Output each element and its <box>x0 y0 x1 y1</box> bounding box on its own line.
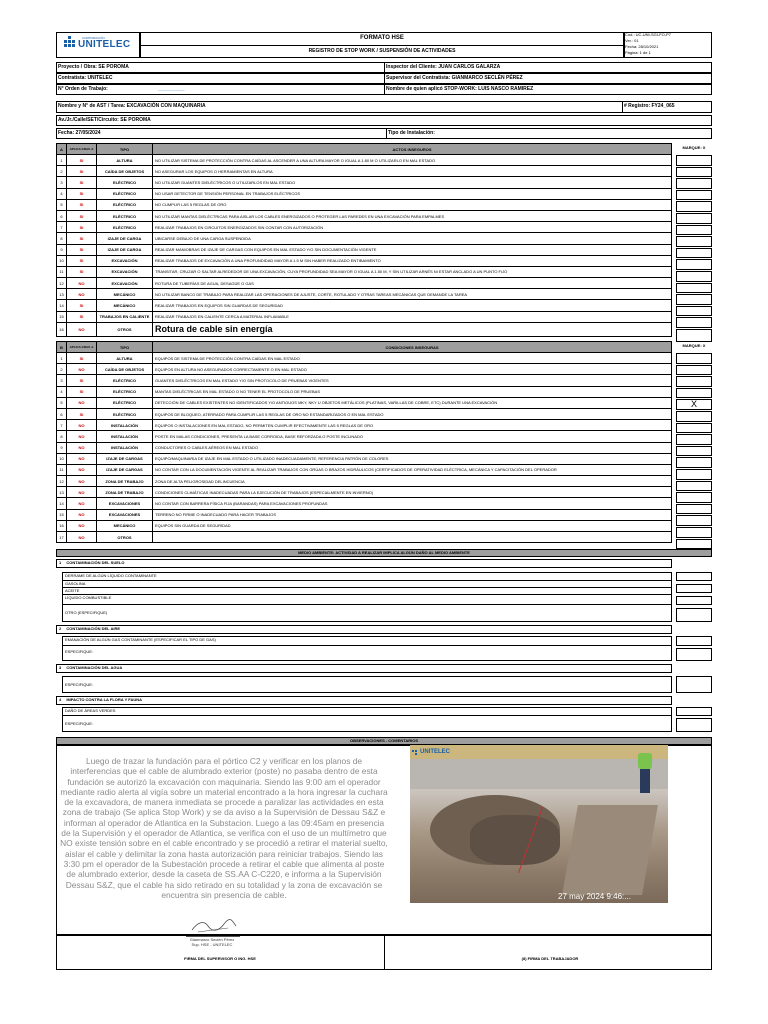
act-tipo: ELÉCTRICO <box>97 177 153 188</box>
act-description: NO CUMPLIR LAS 5 REGLAS DE ORO <box>153 199 672 210</box>
act-description: ROTURA DE TUBERÍAS DE AGUA, DESAGÜE O GAS <box>153 278 672 289</box>
task-name: Nombre y N° de AST / Tarea: EXCAVACIÓN CON MAQUINARIA <box>58 103 206 109</box>
act-mark-box[interactable] <box>676 201 712 212</box>
cond-row <box>57 408 672 419</box>
cond-aplica: SI <box>67 375 97 386</box>
cond-aplica: SI <box>67 353 97 364</box>
cond-col-aplica: APLICA GRAV. A <box>67 342 97 353</box>
act-description: NO ASEGURAR LOS EQUIPOS O HERRAMIENTAS EN ALTURA <box>153 166 672 177</box>
cond-row <box>57 397 672 408</box>
cond-col-tipo: TIPO <box>97 342 153 353</box>
company-logo <box>64 36 138 54</box>
cond-row <box>57 431 672 442</box>
doc-date: Fecha: 28/10/2021 <box>625 44 659 49</box>
cond-number: 17 <box>57 532 67 543</box>
act-description: REALIZAR MANIOBRAS DE IZAJE DE CARGAS CON EQUIPOS EN MAL ESTADO Y/O SIN DOCUMENTACIÓN VIGENTE <box>153 244 672 255</box>
cond-number: 4 <box>57 386 67 397</box>
unsafe-conditions-table <box>56 341 672 543</box>
cond-mark-box[interactable]: X <box>676 399 712 410</box>
cond-description: GUANTES DIELÉCTRICOS EN MAL ESTADO Y/O SIN PROTOCOLO DE PRUEBAS VIGENTES <box>153 375 672 386</box>
unsafe-acts-table <box>56 143 672 337</box>
env-flora-mark-2[interactable] <box>676 718 712 732</box>
cond-mark-box[interactable] <box>676 504 712 515</box>
cond-mark-header: MARQUE: X <box>682 343 706 348</box>
cond-aplica: NO <box>67 431 97 442</box>
cond-tipo: ELÉCTRICO <box>97 397 153 408</box>
cond-aplica: NO <box>67 520 97 531</box>
cond-tipo: ELÉCTRICO <box>97 375 153 386</box>
act-mark-box[interactable] <box>676 306 712 317</box>
act-tipo: OTROS <box>97 322 153 336</box>
act-number: 1 <box>57 155 67 166</box>
site-photo <box>410 745 668 903</box>
cond-number: 13 <box>57 487 67 498</box>
act-number: 7 <box>57 222 67 233</box>
cond-description: POSTE EN MALAS CONDICIONES, PRESENTA LA BASE CORROIDA, BASE REFORZADA O POSTE INCLINADO <box>153 431 672 442</box>
cond-mark-box[interactable] <box>676 446 712 457</box>
env-water-num: 3 <box>59 665 62 670</box>
report-date: Fecha: 27/05/2024 <box>58 130 101 136</box>
supervisor-signature <box>188 916 238 936</box>
env-flora-num: 4 <box>59 697 62 702</box>
cond-description: CONDUCTORES O CABLES AÉREOS EN MAL ESTADO <box>153 442 672 453</box>
env-flora-mark-1[interactable] <box>676 707 712 716</box>
cond-row <box>57 532 672 543</box>
cond-number: 16 <box>57 520 67 531</box>
cond-row <box>57 353 672 364</box>
env-soil-mark-1[interactable] <box>676 572 712 581</box>
env-air-mark-1[interactable] <box>676 636 712 646</box>
cond-aplica: NO <box>67 476 97 487</box>
act-mark-box[interactable] <box>676 236 712 247</box>
cond-description: EQUIPO/MAQUINARIA DE IZAJE EN MAL ESTADO O UTILIZADO INADECUADAMENTE, REFERENCIA PATRÓN DE COLORES <box>153 453 672 464</box>
cond-number: 8 <box>57 431 67 442</box>
act-number: 5 <box>57 199 67 210</box>
cond-description: EQUIPOS SIN GUARDA DE SEGURIDAD <box>153 520 672 531</box>
photo-timestamp: 27 may 2024 9:46:... <box>558 892 631 901</box>
act-tipo: TRABAJOS EN CALIENTE <box>97 311 153 322</box>
cond-mark-box[interactable] <box>676 353 712 364</box>
act-description: REALIZAR TRABAJOS DE EXCAVACIÓN A UNA PROFUNDIDAD MAYOR A 1.5 M SIN HABER REALIZADO ENTIBAMIENTO <box>153 255 672 266</box>
act-row <box>57 278 672 289</box>
act-mark-box[interactable] <box>676 317 712 328</box>
cond-aplica: SI <box>67 386 97 397</box>
act-mark-box[interactable] <box>676 271 712 282</box>
env-soil-mark-3[interactable] <box>676 596 712 605</box>
cond-aplica: NO <box>67 420 97 431</box>
act-number: 15 <box>57 311 67 322</box>
cond-row <box>57 509 672 520</box>
cond-row <box>57 487 672 498</box>
cond-row <box>57 464 672 475</box>
photo-logo <box>412 747 454 757</box>
act-row <box>57 266 672 277</box>
act-row <box>57 222 672 233</box>
env-soil-item-4: LÍQUIDO COMBUSTIBLE <box>62 594 672 605</box>
cond-tipo: EXCAVACIONES <box>97 509 153 520</box>
cond-row <box>57 364 672 375</box>
act-row <box>57 155 672 166</box>
act-number: 16 <box>57 322 67 336</box>
doc-code: Cod.: UC-UNI-SGI-FO-P7 <box>625 32 672 37</box>
env-water-title-row <box>56 664 672 673</box>
act-number: 11 <box>57 266 67 277</box>
act-tipo: MECÁNICO <box>97 289 153 300</box>
act-number: 13 <box>57 289 67 300</box>
act-mark-box[interactable] <box>676 190 712 201</box>
cond-description: MANTAS DIELÉCTRICAS EN MAL ESTADO O NO TENER EL PROTOCOLO DE PRUEBAS <box>153 386 672 397</box>
cond-mark-box[interactable] <box>676 411 712 422</box>
client-inspector: Inspector del Cliente: JUAN CARLOS GALARZA <box>386 64 501 70</box>
cond-tipo: ALTURA <box>97 353 153 364</box>
env-soil-num: 1 <box>59 560 62 565</box>
cond-col-letter: B <box>57 342 67 353</box>
cond-tipo: IZAJE DE CARGAS <box>97 464 153 475</box>
act-aplica: NO <box>67 278 97 289</box>
cond-row <box>57 386 672 397</box>
act-mark-box[interactable] <box>676 259 712 270</box>
cond-row <box>57 498 672 509</box>
cond-description: NO CONTAR CON BARRERA FÍSICA FIJA (BARANDAS) PARA EXCAVACIONES PROFUNDAS <box>153 498 672 509</box>
act-row <box>57 166 672 177</box>
act-number: 2 <box>57 166 67 177</box>
act-tipo: ELÉCTRICO <box>97 199 153 210</box>
act-description: NO UTILIZAR MANTAS DIELÉCTRICAS PARA AISLAR LOS CABLES ENERGIZADOS O PROTEGER LAS PAREDES EN UNA EXCAVACIÓN PARA EMPALMES <box>153 210 672 221</box>
form-title: REGISTRO DE STOP WORK / SUSPENSIÓN DE ACTIVIDADES <box>308 48 456 54</box>
company-name: UNITELEC <box>78 39 131 50</box>
act-row <box>57 210 672 221</box>
cond-aplica: NO <box>67 453 97 464</box>
cond-aplica: NO <box>67 464 97 475</box>
cond-number: 1 <box>57 353 67 364</box>
registro-number: # Registro: FY24_065 <box>624 103 675 109</box>
act-description: NO UTILIZAR SISTEMA DE PROTECCIÓN CONTRA CAÍDAS AL ASCENDER A UNA ALTURA MAYOR O IGUAL A 1.80 M O UTILIZARLO EN MAL ESTADO <box>153 155 672 166</box>
cond-row <box>57 453 672 464</box>
act-description: NO USAR DETECTOR DE TENSIÓN PERSONAL EN TRABAJOS ELÉCTRICOS <box>153 188 672 199</box>
supervisor-sign-label: FIRMA DEL SUPERVISOR O ING. HSE <box>184 956 256 961</box>
cond-row <box>57 520 672 531</box>
doc-version: Ver.: 01 <box>625 38 639 43</box>
cond-tipo: OTROS <box>97 532 153 543</box>
env-air-num: 2 <box>59 626 62 631</box>
supervisor-role: Sup. HSE - UNITELEC <box>191 942 233 947</box>
location: Av./Jr./Calle/SET/Circuito: SE POROMA <box>58 117 151 123</box>
cond-tipo: EXCAVACIONES <box>97 498 153 509</box>
env-air-title-row <box>56 625 672 634</box>
act-description: Rotura de cable sin energía <box>153 322 672 336</box>
env-air-title: CONTAMINACIÓN DEL AIRE <box>66 626 121 631</box>
env-flora-item-2: ESPECIFIQUE: <box>62 715 672 732</box>
cond-aplica: SI <box>67 408 97 419</box>
cond-aplica: NO <box>67 442 97 453</box>
env-soil-title: CONTAMINACIÓN DEL SUELO <box>66 560 125 565</box>
cond-tipo: ZONA DE TRABAJO <box>97 487 153 498</box>
act-tipo: ELÉCTRICO <box>97 210 153 221</box>
act-aplica: SI <box>67 166 97 177</box>
act-aplica: SI <box>67 222 97 233</box>
env-water-item-1: ESPECIFIQUE: <box>62 676 672 693</box>
cond-col-desc: CONDICIONES INSEGURAS <box>153 342 672 353</box>
act-row <box>57 188 672 199</box>
act-aplica: SI <box>67 311 97 322</box>
act-tipo: ALTURA <box>97 155 153 166</box>
cond-description: EQUIPOS DE SISTEMA DE PROTECCIÓN CONTRA CAÍDAS EN MAL ESTADO <box>153 353 672 364</box>
acts-col-desc: ACTOS INSEGUROS <box>153 144 672 155</box>
worker-sign-label: (8) FIRMA DEL TRABAJADOR <box>521 956 579 961</box>
project: Proyecto / Obra: SE POROMA <box>58 64 129 70</box>
act-tipo: IZAJE DE CARGA <box>97 244 153 255</box>
cond-mark-box[interactable] <box>676 481 712 492</box>
act-tipo: CAÍDA DE OBJETOS <box>97 166 153 177</box>
cond-tipo: MECÁNICO <box>97 520 153 531</box>
location-row <box>56 115 712 126</box>
cond-tipo: INSTALACIÓN <box>97 420 153 431</box>
contractor: Contratista: UNITELEC <box>58 75 113 81</box>
cond-mark-box[interactable] <box>676 457 712 468</box>
act-tipo: EXCAVACIÓN <box>97 278 153 289</box>
cond-number: 9 <box>57 442 67 453</box>
env-air-mark-2[interactable] <box>676 648 712 661</box>
cond-mark-box[interactable] <box>676 492 712 503</box>
act-tipo: ELÉCTRICO <box>97 188 153 199</box>
cond-number: 10 <box>57 453 67 464</box>
env-soil-item-2: GASOLINA <box>62 580 672 588</box>
act-aplica: SI <box>67 300 97 311</box>
act-row <box>57 322 672 336</box>
cond-mark-box[interactable] <box>676 388 712 399</box>
act-tipo: EXCAVACIÓN <box>97 255 153 266</box>
cond-aplica: NO <box>67 397 97 408</box>
act-aplica: SI <box>67 188 97 199</box>
cond-aplica: NO <box>67 487 97 498</box>
cond-row <box>57 375 672 386</box>
cond-number: 7 <box>57 420 67 431</box>
act-aplica: SI <box>67 210 97 221</box>
acts-mark-header: MARQUE: X <box>682 145 706 150</box>
act-tipo: EXCAVACIÓN <box>97 266 153 277</box>
act-description: NO UTILIZAR GUANTES DIELÉCTRICOS O UTILIZARLOS EN MAL ESTADO <box>153 177 672 188</box>
act-mark-box[interactable] <box>676 329 712 342</box>
info-row-2 <box>56 73 712 84</box>
photo-logo-company: UNITELEC <box>420 749 450 755</box>
cond-mark-box[interactable] <box>676 539 712 550</box>
cond-number: 12 <box>57 476 67 487</box>
cond-description: ZONA DE ALTA PELIGROSIDAD DELINCUENCIA <box>153 476 672 487</box>
env-air-item-1: EMANACIÓN DE ALGÚN GAS CONTAMINANTE (ESPECIFICAR EL TIPO DE GAS) <box>62 636 672 646</box>
environment-title: MEDIO AMBIENTE: ACTIVIDAD A REALIZAR IMPLICA ALGÚN DAÑO AL MEDIO AMBIENTE <box>56 549 712 557</box>
cond-description: EQUIPOS O INSTALACIONES EN MAL ESTADO, NO PERMITEN CUMPLIR EFECTIVAMENTE LAS 5 REGLAS DE ORO <box>153 420 672 431</box>
cond-description: DETECCIÓN DE CABLES EXISTENTES NO IDENTIFICADOS Y/O ANTIGUOS MKY, NKY U OBJETOS METÁLICOS (PLATINAS, VARILLAS DE COBRE, ETC) DURANTE UNA EXCAVACIÓN <box>153 397 672 408</box>
act-mark-box[interactable] <box>676 283 712 294</box>
act-tipo: MECÁNICO <box>97 300 153 311</box>
cond-mark-box[interactable] <box>676 469 712 480</box>
act-aplica: SI <box>67 244 97 255</box>
work-order-value: -------------------- <box>158 87 185 92</box>
act-mark-box[interactable] <box>676 213 712 224</box>
acts-col-letter: A <box>57 144 67 155</box>
cond-description: EQUIPOS EN ALTURA NO ASEGURADOS CORRECTAMENTE O EN MAL ESTADO <box>153 364 672 375</box>
act-mark-box[interactable] <box>676 294 712 305</box>
act-aplica: SI <box>67 199 97 210</box>
contractor-supervisor: Supervisor del Contratista: GIANMARCO SECLÉN PÉREZ <box>386 75 523 81</box>
act-number: 12 <box>57 278 67 289</box>
cond-mark-box[interactable] <box>676 423 712 434</box>
observations-text: Luego de trazar la fundación para el pórtico C2 y verificar en los planos de interferencias que el cable de alumbrado exterior (poste) no pasaba dentro de esta fundación se autorizó la excavación con maquinaria. Siendo las 9:00 am el operador mediante radio alerta al vigía sobre un material encontrado a la hora ingresar la cuchara de la excavadora, de manera inmediata se procede a paralizar las actividades en esta zona de trabajo (Se aplica Stop Work) y se da aviso a la Supervisión de Dessau S&Z e informan al operador de Atlantica en la Substacion. Luego a las 09:45am en presencia de la Supervisión y el operador de Atlantica, se verifica con el uso de un multímetro que NO existe tensión sobre en el cable encontrado y se procedió a retirar el material suelto, aislar el cable y delimitar la zona hasta autorización para reiniciar trabajos. Siendo las 3:30 pm el operador de la Subestación procede a retirar el cable que alimenta al poste de alumbrado exterior, desde la caseta de SS.AA C-C220, e informa a la Supervisión Dessau S&Z, que el cable ha sido retirado en su totalidad y la zona de excavación se encuentra sin presencia de cable. <box>60 756 388 900</box>
act-number: 6 <box>57 210 67 221</box>
act-number: 10 <box>57 255 67 266</box>
date-row <box>56 128 712 139</box>
env-air-item-2: ESPECIFIQUE: <box>62 645 672 661</box>
env-soil-mark-4[interactable] <box>676 608 712 622</box>
cond-number: 2 <box>57 364 67 375</box>
act-number: 3 <box>57 177 67 188</box>
act-row <box>57 233 672 244</box>
act-row <box>57 311 672 322</box>
cond-description <box>153 532 672 543</box>
cond-number: 6 <box>57 408 67 419</box>
act-mark-box[interactable] <box>676 248 712 259</box>
act-number: 4 <box>57 188 67 199</box>
env-soil-item-3: ACEITE <box>62 587 672 595</box>
cond-tipo: CAÍDA DE OBJETOS <box>97 364 153 375</box>
work-order-label: N° Orden de Trabajo: <box>58 86 108 92</box>
act-tipo: IZAJE DE CARGA <box>97 233 153 244</box>
cond-row <box>57 476 672 487</box>
cond-mark-box[interactable] <box>676 376 712 387</box>
stop-work-applicant: Nombre de quien aplicó STOP-WORK: LUIS NASCO RAMIREZ <box>386 86 534 92</box>
act-mark-box[interactable] <box>676 167 712 178</box>
act-aplica: SI <box>67 233 97 244</box>
cond-aplica: NO <box>67 509 97 520</box>
cond-number: 11 <box>57 464 67 475</box>
cond-tipo: ZONA DE TRABAJO <box>97 476 153 487</box>
act-aplica: SI <box>67 255 97 266</box>
act-row <box>57 300 672 311</box>
env-soil-mark-2[interactable] <box>676 584 712 593</box>
acts-col-aplica: APLICA GRAV. A <box>67 144 97 155</box>
act-aplica: NO <box>67 289 97 300</box>
env-soil-item-5: OTRO (ESPECIFIQUE) <box>62 604 672 622</box>
observations-title: OBSERVACIONES - COMENTARIOS <box>56 737 712 745</box>
act-row <box>57 177 672 188</box>
cond-row <box>57 442 672 453</box>
act-mark-box[interactable] <box>676 178 712 189</box>
cond-tipo: IZAJE DE CARGAS <box>97 453 153 464</box>
cond-aplica: NO <box>67 532 97 543</box>
act-number: 14 <box>57 300 67 311</box>
act-number: 8 <box>57 233 67 244</box>
env-flora-item-1: DAÑO DE ÁREAS VERDES <box>62 707 672 716</box>
act-mark-box[interactable] <box>676 155 712 166</box>
info-row-3 <box>56 84 712 95</box>
doc-page: Página: 1 de 1 <box>625 50 651 55</box>
act-row <box>57 244 672 255</box>
cond-number: 5 <box>57 397 67 408</box>
cond-aplica: NO <box>67 364 97 375</box>
installation-type: Tipo de Instalación: <box>388 130 435 136</box>
supervisor-name: Gianmarco Seclén Pérez <box>189 937 235 942</box>
env-water-title: CONTAMINACIÓN DEL AGUA <box>66 665 123 670</box>
cond-description: NO CONTAR CON LA DOCUMENTACIÓN VIGENTE AL REALIZAR TRABAJOS CON GRÚAS O BRAZOS HIDRÁULICOS (CERTIFICADOS DE OPERATIVIDAD ELÉCTRICA, MECÁNICA Y CAPACITACIÓN DEL OPERADOR <box>153 464 672 475</box>
cond-aplica: NO <box>67 498 97 509</box>
cond-number: 15 <box>57 509 67 520</box>
act-description: REALIZAR TRABAJOS EN CALIENTE CERCA A MATERIAL INFLAMABLE <box>153 311 672 322</box>
act-aplica: SI <box>67 266 97 277</box>
act-row <box>57 199 672 210</box>
cond-description: EQUIPOS DE BLOQUEO, ATERRADO PARA CUMPLIR LAS 5 REGLAS DE ORO NO ESTANDARIZADOS O EN MAL ESTADO <box>153 408 672 419</box>
company-small: CORPORACIÓN <box>82 36 105 40</box>
cond-tipo: INSTALACIÓN <box>97 442 153 453</box>
act-aplica: NO <box>67 322 97 336</box>
env-soil-item-1: DERRAME DE ALGÚN LÍQUIDO CONTAMINANTE <box>62 572 672 581</box>
env-water-mark-1[interactable] <box>676 676 712 693</box>
act-aplica: SI <box>67 155 97 166</box>
act-description: NO UTILIZAR BANCO DE TRABAJO PARA REALIZAR LAS OPERACIONES DE AJUSTE, CORTE, ROTULADO Y OTRAS TAREAS MECÁNICAS QUE DEMANDE LA TAREA <box>153 289 672 300</box>
env-flora-title-row <box>56 696 672 705</box>
env-soil-title-row <box>56 559 672 568</box>
cond-mark-box[interactable] <box>676 434 712 445</box>
act-description: UBICARSE DEBAJO DE UNA CARGA SUSPENDIDA <box>153 233 672 244</box>
act-aplica: SI <box>67 177 97 188</box>
cond-mark-box[interactable] <box>676 365 712 376</box>
act-description: REALIZAR TRABAJOS EN EQUIPOS SIN GUARDAS DE SEGURIDAD <box>153 300 672 311</box>
act-number: 9 <box>57 244 67 255</box>
acts-col-tipo: TIPO <box>97 144 153 155</box>
cond-number: 14 <box>57 498 67 509</box>
env-flora-title: IMPACTO CONTRA LA FLORA Y FAUNA <box>66 697 143 702</box>
cond-tipo: INSTALACIÓN <box>97 431 153 442</box>
act-row <box>57 289 672 300</box>
cond-row <box>57 420 672 431</box>
cond-tipo: ELÉCTRICO <box>97 408 153 419</box>
cond-mark-box[interactable] <box>676 515 712 526</box>
act-description: TRANSITAR, CRUZAR O SALTAR ALREDEDOR DE UNA EXCAVACIÓN, CUYA PROFUNDIDAD SEA MAYOR O IGUAL A 1.50 M, Y SIN UTILIZAR ARNÉS NI ESTAR ANCLADO A UN PUNTO FIJO <box>153 266 672 277</box>
cond-description: CONDICIONES CLIMÁTICAS INADECUADAS PARA LA EJECUCIÓN DE TRABAJOS (ESPECIALMENTE EN INVIERNO) <box>153 487 672 498</box>
cond-number: 3 <box>57 375 67 386</box>
cond-description: TERRENO NO FIRME O INADECUADO PARA HACER TRABAJOS <box>153 509 672 520</box>
act-mark-box[interactable] <box>676 225 712 236</box>
act-row <box>57 255 672 266</box>
cond-tipo: ELÉCTRICO <box>97 386 153 397</box>
act-tipo: ELÉCTRICO <box>97 222 153 233</box>
format-title: FORMATO HSE <box>360 35 404 41</box>
act-description: REALIZAR TRABAJOS EN CIRCUITOS ENERGIZADOS SIN CONTAR CON AUTORIZACIÓN <box>153 222 672 233</box>
cond-mark-box[interactable] <box>676 527 712 538</box>
